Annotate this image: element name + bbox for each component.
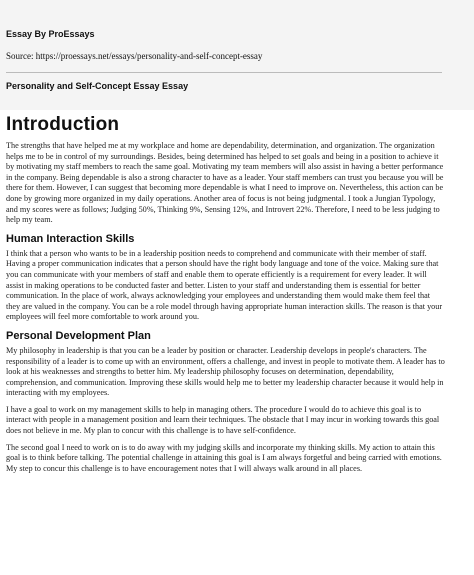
document-header [0,0,474,110]
paragraph-introduction: The strengths that have helped me at my workplace and home are dependability, determination, and organization. The organization helps me to be in control of my surroundings. Besides, being determined has helped to set goals and being in a position to achieve it by motivating my staff members to reach the same goal. Motivating my team members will also assist in having a better performance in the company. Being dependable is also a strong character to have as a leader. Your staff members can trust you because you will be there for them. However, I can suggest that becoming more dependable is what I need to improve on. Nevertheless, this action can be done by growing more organized in my daily operations. Another area of focus is not being judgmental. I took a Jungian Typology, and my scores were as follows; Judging 50%, Thinking 9%, Sensing 12%, and Introvert 22%. Therefore, I need to be less judging to help my team. [6,141,444,225]
essay-title: Personality and Self-Concept Essay Essay [6,81,189,91]
site-title: Essay By ProEssays [6,29,95,39]
paragraph-personal-development-1: My philosophy in leadership is that you can be a leader by position or character. Leadership develops in people's characters. The responsibility of a leader is to come up with an environment, offers a challenge, and invest in people to motivate them. A leader has to look at his weaknesses and strengths to better him. My leadership philosophy focuses on determination, dependability, comprehension, and communication. Improving these skills would help me to better my leadership character because it would help in interacting with my employees. [6,345,445,398]
paragraph-human-interaction: I think that a person who wants to be in a leadership position needs to comprehend and communicate with their member of staff. Having a proper communication indicates that a person should have the right body language and tone of the voice. Making sure that you can communicate with your members of staff and enable them to operate efficiently is a requirement for every leader. It will assist in making operations to be conducted faster and better. Listen to your staff and understanding them is essential for better communication. In the place of work, always acknowledging your employees and understanding them would make them feel that they are valued in the company. You can be a role model through having appropriate human interaction skills. The reason is that your employees will feel more comfortable to work around you. [6,248,443,322]
heading-personal-development: Personal Development Plan [6,329,151,342]
heading-introduction: Introduction [6,114,120,135]
paragraph-personal-development-2: I have a goal to work on my management skills to help in managing others. The procedure I would do to achieve this goal is to interact with people in a management position and learn their techniques. The obstacle that I may incur in working towards this goal does not believe in me. My plan to concur with this challenge is to have self-confidence. [6,404,440,436]
document-body [0,110,474,575]
essay-content [6,114,446,480]
paragraph-personal-development-3: The second goal I need to work on is to do away with my judging skills and incorporate my thinking skills. My action to attain this goal is to think before talking. The potential challenge in attaining this goal is I am always forgetful and being carried with emotions. My step to concur this challenge is to have encouragement notes that I will always walk around in all places. [6,442,442,473]
heading-human-interaction: Human Interaction Skills [6,232,135,245]
divider [6,72,442,73]
source-line[interactable]: Source: https://proessays.net/essays/personality-and-self-concept-essay [6,51,263,61]
